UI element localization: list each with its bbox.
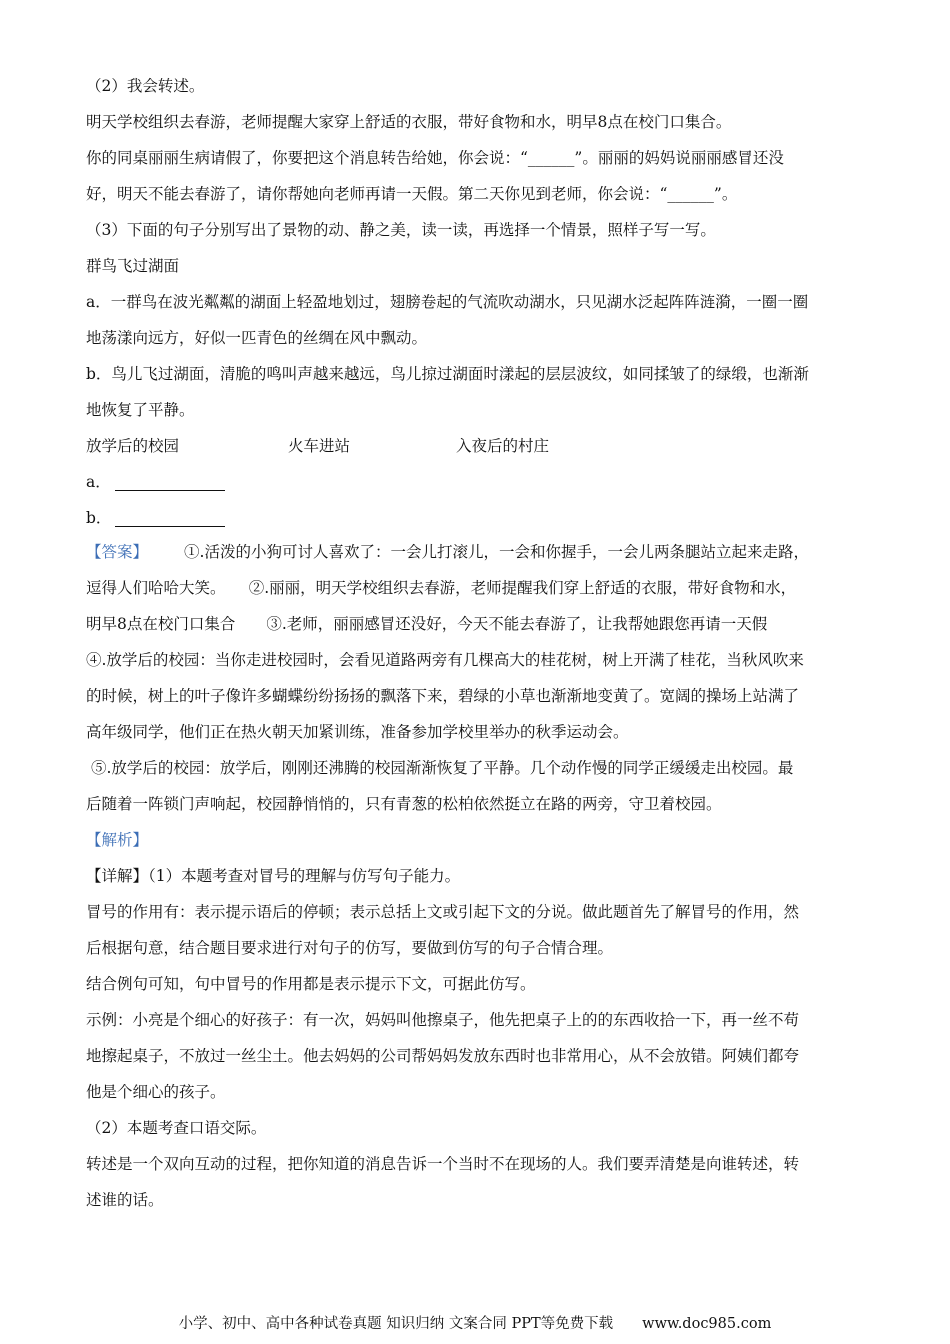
blank-b-label: b． xyxy=(86,509,112,527)
detail-line4: 结合例句可知，句中冒号的作用都是表示提示下文，可据此仿写。 xyxy=(86,975,536,993)
detail-line1 xyxy=(86,858,876,894)
detail-tag: 【详解】 xyxy=(86,867,149,885)
answer-text-1: ①.活泼的小狗可讨人喜欢了：一会儿打滚儿，一会和你握手，一会儿两条腿站立起来走路， xyxy=(184,543,809,561)
example-b-line1: b．鸟儿飞过湖面，清脆的鸣叫声越来越远，鸟儿掠过湖面时漾起的层层波纹，如同揉皱了的绿缎，也渐渐 xyxy=(86,365,809,383)
example-b-line2: 地恢复了平静。 xyxy=(86,401,195,419)
blank-a-label: a． xyxy=(86,473,111,491)
answer-line7: ⑤.放学后的校园：放学后，刚刚还沸腾的校园渐渐恢复了平静。几个动作慢的同学正缓缓走出校园。最 xyxy=(91,759,794,777)
detail-line9: 转述是一个双向互动的过程，把你知道的消息告诉一个当时不在现场的人。我们要弄清楚是向谁转述，转 xyxy=(86,1155,800,1173)
answer-tag: 【答案】 xyxy=(86,543,149,561)
detail-line3: 后根据句意，结合题目要求进行对句子的仿写，要做到仿写的句子合情合理。 xyxy=(86,939,614,957)
detail-line2: 冒号的作用有：表示提示语后的停顿；表示总括上文或引起下文的分说。做此题首先了解冒号的作用，然 xyxy=(86,903,800,921)
question-2-prompt-line1: 你的同桌丽丽生病请假了，你要把这个消息转告给她，你会说：“______”。丽丽的妈妈说丽丽感冒还没 xyxy=(86,149,784,167)
blank-b xyxy=(86,500,876,536)
detail-line6: 地擦起桌子，不放过一丝尘土。他去妈妈的公司帮妈妈发放东西时也非常用心，从不会放错。阿姨们都夸 xyxy=(86,1047,800,1065)
answer-line8: 后随着一阵锁门声响起，校园静悄悄的，只有青葱的松柏依然挺立在路的两旁，守卫着校园。 xyxy=(86,795,722,813)
question-2-notice: 明天学校组织去春游，老师提醒大家穿上舒适的衣服，带好食物和水，明早8点在校门口集合。 xyxy=(86,113,732,131)
answer-line5: 的时候，树上的叶子像许多蝴蝶纷纷扬扬的飘落下来，碧绿的小草也渐渐地变黄了。宽阔的操场上站满了 xyxy=(86,687,800,705)
question-2-title: （2）我会转述。 xyxy=(86,77,205,95)
answer-line1 xyxy=(86,534,876,570)
answer-line2: 逗得人们哈哈大笑。 ②.丽丽，明天学校组织去春游，老师提醒我们穿上舒适的衣服，带好食物和水， xyxy=(86,579,797,597)
question-2-prompt-line2: 好，明天不能去春游了，请你帮她向老师再请一天假。第二天你见到老师，你会说：“______”。 xyxy=(86,185,738,203)
option-train: 火车进站 xyxy=(288,437,351,455)
example-a-line1: a．一群鸟在波光粼粼的湖面上轻盈地划过，翅膀卷起的气流吹动湖水，只见湖水泛起阵阵涟漪，一圈一圈 xyxy=(86,293,809,311)
analysis-tag: 【解析】 xyxy=(86,831,149,849)
answer-line3: 明早8点在校门口集合 ③.老师，丽丽感冒还没好，今天不能去春游了，让我帮她跟您再请一天假 xyxy=(86,615,768,633)
answer-line4: ④.放学后的校园：当你走进校园时，会看见道路两旁有几棵高大的桂花树，树上开满了桂花，当秋风吹来 xyxy=(86,651,804,669)
page-footer: 小学、初中、高中各种试卷真题 知识归纳 文案合同 PPT等免费下载 www.doc985.com xyxy=(178,1316,772,1332)
example-a-line2: 地荡漾向远方，好似一匹青色的丝绸在风中飘动。 xyxy=(86,329,428,347)
answer-line6: 高年级同学，他们正在热火朝天加紧训练，准备参加学校里举办的秋季运动会。 xyxy=(86,723,629,741)
detail-line8: （2）本题考查口语交际。 xyxy=(86,1119,267,1137)
option-campus: 放学后的校园 xyxy=(86,437,180,455)
blank-b-underline xyxy=(115,506,225,527)
example-heading: 群鸟飞过湖面 xyxy=(86,257,180,275)
blank-a xyxy=(86,464,876,500)
option-village: 入夜后的村庄 xyxy=(456,437,550,455)
detail-text-1: （1）本题考查对冒号的理解与仿写句子能力。 xyxy=(148,867,461,885)
blank-a-underline xyxy=(115,470,225,491)
detail-line7: 他是个细心的孩子。 xyxy=(86,1083,226,1101)
detail-line10: 述谁的话。 xyxy=(86,1191,164,1209)
detail-line5: 示例：小亮是个细心的好孩子：有一次，妈妈叫他擦桌子，他先把桌子上的的东西收拾一下，再一丝不苟 xyxy=(86,1011,800,1029)
question-3-title: （3）下面的句子分别写出了景物的动、静之美，读一读，再选择一个情景，照样子写一写。 xyxy=(86,221,716,239)
